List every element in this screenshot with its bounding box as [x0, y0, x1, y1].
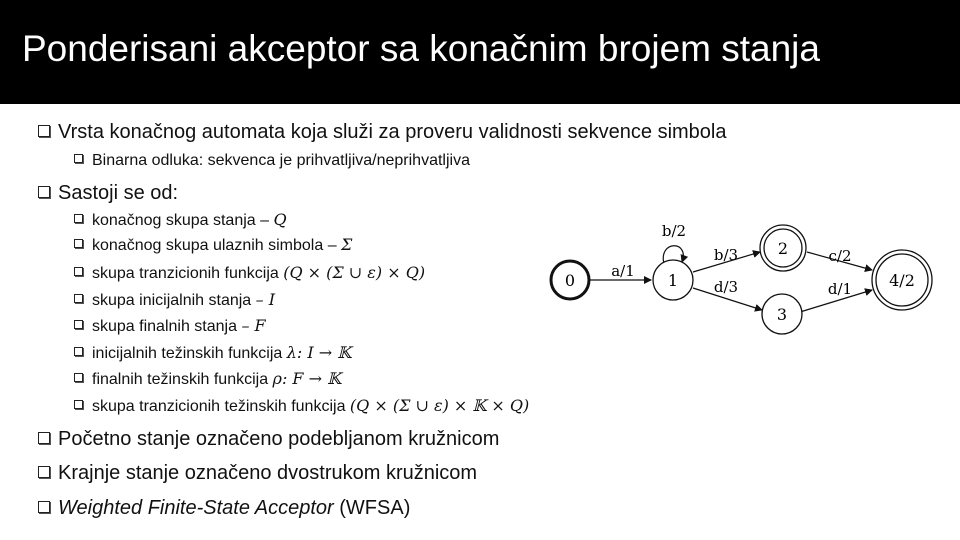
- sub-bullet-final-weights: finalnih težinskih funkcija ρ: F → 𝕂: [74, 369, 341, 389]
- checkbox-bullet-icon: [74, 214, 83, 223]
- sub-bullet-final-states: skupa finalnih stanja – F: [74, 316, 266, 336]
- state-3: [762, 294, 802, 334]
- svg-text:2: 2: [777, 239, 789, 258]
- checkbox-bullet-icon: [74, 267, 83, 276]
- bullet-wfsa: Weighted Finite-State Acceptor (WFSA): [38, 497, 410, 520]
- bullet-definition: Vrsta konačnog automata koja služi za proveru validnosti sekvence simbola: [38, 121, 727, 144]
- checkbox-bullet-icon: [38, 432, 50, 444]
- sub-bullet-initial-weights: inicijalnih težinskih funkcija λ: I → 𝕂: [74, 343, 351, 363]
- sub-bullet-input-symbols: konačnog skupa ulaznih simbola – Σ: [74, 235, 352, 255]
- svg-text:0: 0: [564, 271, 576, 290]
- checkbox-bullet-icon: [74, 347, 83, 356]
- slide-title: Ponderisani akceptor sa konačnim brojem stanja: [22, 28, 820, 69]
- bullet-final-state-note: Krajnje stanje označeno dvostrukom kružnicom: [38, 462, 477, 485]
- title-bar: [0, 0, 960, 104]
- sub-bullet-binary-decision: Binarna odluka: sekvenca je prihvatljiva/neprihvatljiva: [74, 152, 470, 170]
- checkbox-bullet-icon: [74, 294, 83, 303]
- sub-bullet-transition-functions: skupa tranzicionih funkcija (Q × (Σ ∪ ε) × Q): [74, 263, 425, 283]
- sub-bullet-initial-states: skupa inicijalnih stanja – I: [74, 290, 275, 310]
- checkbox-bullet-icon: [74, 400, 83, 409]
- edge-label-0-1: a/1: [611, 262, 635, 280]
- checkbox-bullet-icon: [74, 239, 83, 248]
- state-1: [653, 260, 693, 300]
- checkbox-bullet-icon: [38, 186, 50, 198]
- state-0: [551, 261, 589, 299]
- edge-label-2-4: c/2: [828, 247, 852, 265]
- svg-text:4/2: 4/2: [889, 271, 915, 290]
- bullet-consists-of: Sastoji se od:: [38, 182, 178, 205]
- edge-label-1-2: b/3: [713, 246, 739, 264]
- state-4: [872, 250, 932, 310]
- checkbox-bullet-icon: [38, 466, 50, 478]
- checkbox-bullet-icon: [74, 154, 83, 163]
- checkbox-bullet-icon: [38, 501, 50, 513]
- checkbox-bullet-icon: [38, 125, 50, 137]
- checkbox-bullet-icon: [74, 320, 83, 329]
- sub-bullet-states: konačnog skupa stanja – Q: [74, 210, 287, 230]
- state-2: [760, 225, 806, 271]
- edge-label-3-4: d/1: [827, 280, 853, 298]
- edge-label-1-3: d/3: [713, 278, 739, 296]
- checkbox-bullet-icon: [74, 373, 83, 382]
- svg-text:1: 1: [667, 271, 679, 290]
- sub-bullet-transition-weights: skupa tranzicionih težinskih funkcija (Q × (Σ ∪ ε) × 𝕂 × Q): [74, 396, 529, 416]
- bullet-initial-state-note: Početno stanje označeno podebljanom kružnicom: [38, 428, 499, 451]
- edge-label-1-1: b/2: [661, 222, 687, 240]
- svg-text:3: 3: [776, 305, 788, 324]
- wfsa-diagram: [540, 212, 940, 342]
